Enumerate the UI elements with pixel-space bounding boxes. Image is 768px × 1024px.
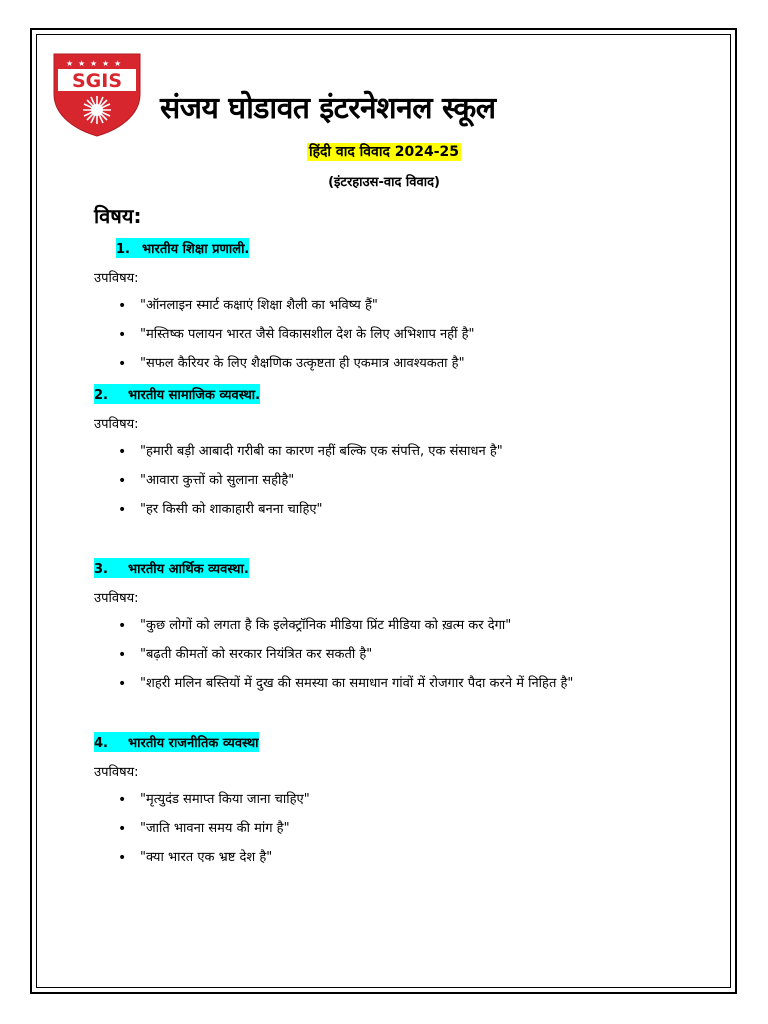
topic-highlight (94, 558, 249, 578)
svg-text:★: ★ (90, 59, 98, 68)
list-item: • "शहरी मलिन बस्तियों में दुख की समस्या का समाधान गांवों में रोजगार पैदा करने में निहित है" (94, 675, 573, 704)
school-name: संजय घोडावत इंटरनेशनल स्कूल (160, 91, 496, 126)
topic-heading (94, 384, 260, 404)
school-logo (52, 52, 142, 138)
topic-highlight (116, 238, 249, 258)
list-item: • "जाति भावना समय की मांग है" (94, 820, 310, 849)
subtopic-label: उपविषय: (94, 417, 139, 432)
list-item: • "मृत्युदंड समाप्त किया जाना चाहिए" (94, 791, 310, 820)
subtopic-list (94, 443, 503, 530)
topic-number: 2. (94, 388, 108, 403)
topic-number: 3. (94, 562, 108, 577)
subtopic-list (94, 617, 573, 704)
list-item: • "ऑनलाइन स्मार्ट कक्षाएं शिक्षा शैली का भविष्य हैं" (94, 297, 474, 326)
event-title-text: हिंदी वाद विवाद 2024-25 (308, 144, 460, 160)
list-item: • "बढ़ती कीमतों को सरकार नियंत्रित कर सकती है" (94, 646, 573, 675)
topic-heading (94, 558, 249, 578)
list-item: • "कुछ लोगों को लगता है कि इलेक्ट्रॉनिक मीडिया प्रिंट मीडिया को ख़त्म कर देगा" (94, 617, 573, 646)
subtopic-label: उपविषय: (94, 271, 139, 286)
topic-title: भारतीय सामाजिक व्यवस्था. (128, 388, 261, 403)
svg-text:★: ★ (114, 59, 122, 68)
sun-icon (83, 96, 111, 124)
subtopic-label: उपविषय: (94, 765, 139, 780)
subtopic-list (94, 297, 474, 384)
topic-number: 1. (116, 242, 130, 257)
topic-heading (116, 238, 249, 258)
list-item: • "सफल कैरियर के लिए शैक्षणिक उत्कृष्टता ही एकमात्र आवश्यकता है" (94, 355, 474, 384)
subtopic-label: उपविषय: (94, 591, 139, 606)
subtopic-list (94, 791, 310, 878)
svg-text:★: ★ (78, 59, 86, 68)
event-title (0, 142, 768, 161)
topic-title: भारतीय आर्थिक व्यवस्था. (128, 562, 249, 577)
svg-text:★: ★ (66, 59, 74, 68)
list-item: • "क्या भारत एक भ्रष्ट देश है" (94, 849, 310, 878)
logo-text: SGIS (71, 70, 123, 92)
svg-text:★: ★ (102, 59, 110, 68)
topic-highlight (94, 732, 259, 752)
topic-highlight (94, 384, 260, 404)
topic-title: भारतीय शिक्षा प्रणाली. (142, 242, 250, 257)
topic-heading (94, 732, 259, 752)
subject-heading: विषय: (94, 204, 142, 228)
list-item: • "आवारा कुत्तों को सुलाना सहीहै" (94, 472, 503, 501)
list-item: • "हमारी बड़ी आबादी गरीबी का कारण नहीं बल्कि एक संपत्ति, एक संसाधन है" (94, 443, 503, 472)
event-subtitle: (इंटरहाउस-वाद विवाद) (328, 175, 440, 190)
topic-number: 4. (94, 736, 108, 751)
list-item: • "हर किसी को शाकाहारी बनना चाहिए" (94, 501, 503, 530)
list-item: • "मस्तिष्क पलायन भारत जैसे विकासशील देश के लिए अभिशाप नहीं है" (94, 326, 474, 355)
topic-title: भारतीय राजनीतिक व्यवस्था (128, 736, 259, 751)
